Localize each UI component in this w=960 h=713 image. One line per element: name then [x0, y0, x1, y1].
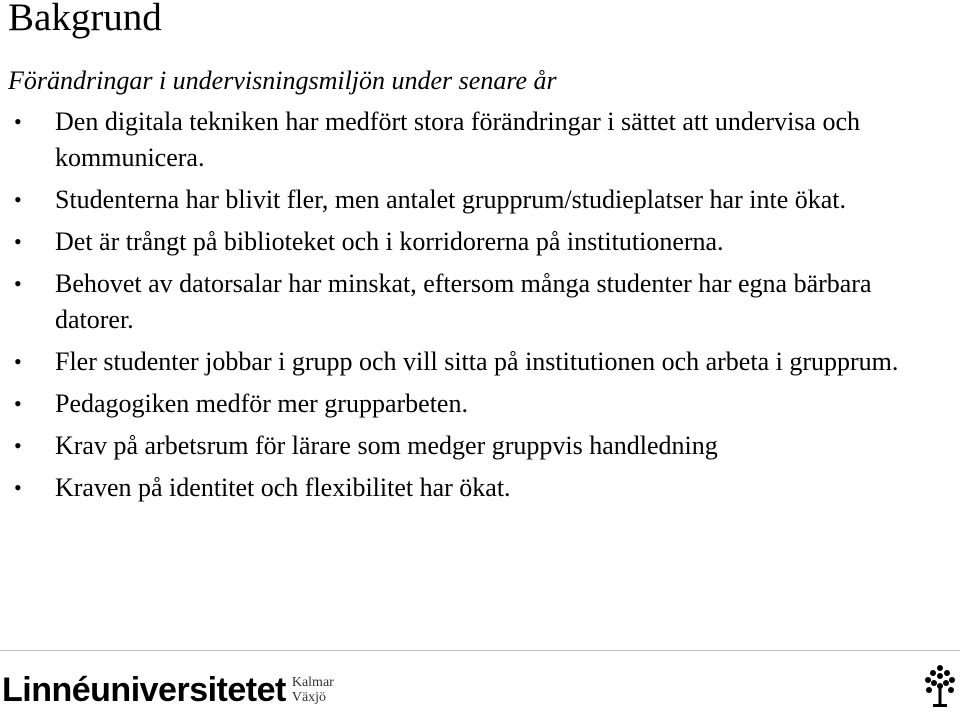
logo-city-kalmar: Kalmar	[291, 675, 334, 690]
bullet-text: Kraven på identitet och flexibilitet har ökat.	[55, 473, 511, 502]
bullet-text: Behovet av datorsalar har minskat, eftersom många studenter har egna bärbara datorer.	[55, 269, 872, 334]
university-logo	[2, 668, 334, 712]
bullet-marker: •	[14, 475, 22, 500]
logo-city-vaxjo: Växjö	[291, 690, 327, 705]
bullet-marker: •	[14, 349, 22, 374]
bullet-text: Den digitala tekniken har medfört stora förändringar i sättet att undervisa och kommunicera.	[55, 107, 860, 172]
tree-icon	[924, 664, 956, 708]
logo-wordmark: Linnéuniversitetet	[2, 671, 286, 709]
bullet-text: Studenterna har blivit fler, men antalet grupprum/studieplatser har inte ökat.	[55, 185, 846, 214]
bullet-marker: •	[14, 109, 22, 134]
bullet-marker: •	[14, 433, 22, 458]
bullet-text: Fler studenter jobbar i grupp och vill sitta på institutionen och arbeta i grupprum.	[55, 347, 899, 376]
bullet-item	[0, 266, 960, 338]
logo-cities	[292, 675, 334, 705]
bullet-item	[0, 470, 960, 506]
bullet-item	[0, 344, 960, 380]
bullet-text: Pedagogiken medför mer grupparbeten.	[55, 389, 468, 418]
slide-subtitle: Förändringar i undervisningsmiljön under senare år	[8, 66, 557, 95]
bullet-item	[0, 224, 960, 260]
bullet-marker: •	[14, 271, 22, 296]
bullet-text: Krav på arbetsrum för lärare som medger gruppvis handledning	[55, 431, 718, 460]
slide-title: Bakgrund	[8, 0, 162, 39]
bullet-item	[0, 428, 960, 464]
bullet-marker: •	[14, 187, 22, 212]
bullet-item	[0, 182, 960, 218]
bullet-item	[0, 386, 960, 422]
bullet-item	[0, 104, 960, 176]
bullet-marker: •	[14, 391, 22, 416]
bullet-text: Det är trångt på biblioteket och i korridorerna på institutionerna.	[55, 227, 724, 256]
bullet-marker: •	[14, 229, 22, 254]
footer-divider	[0, 650, 960, 651]
bullet-list	[0, 104, 960, 512]
